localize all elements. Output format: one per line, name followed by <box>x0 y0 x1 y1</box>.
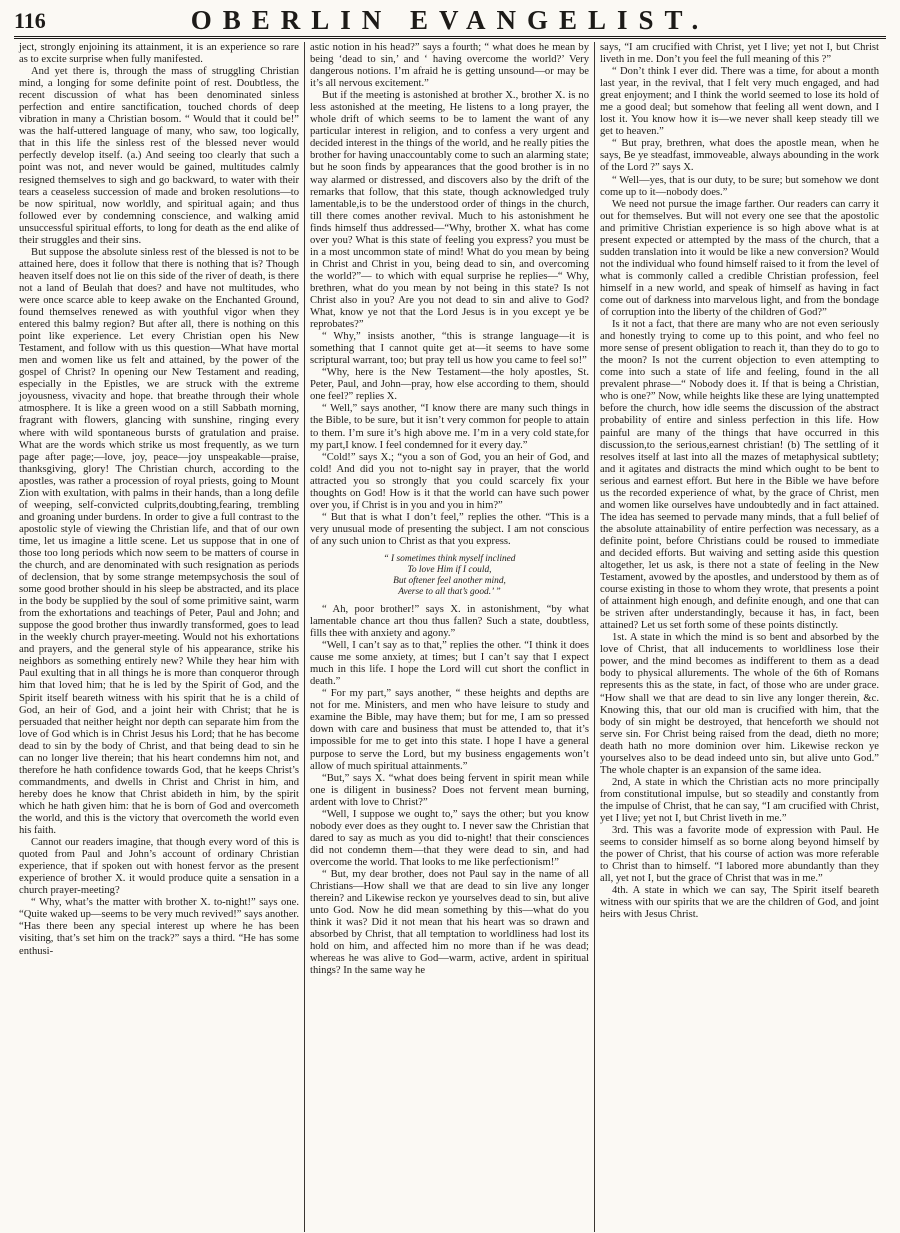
paragraph: But if the meeting is astonished at brother X., brother X. is no less astonished at the meeting, He listens to a long prayer, the whole drift of which seems to be to lament the want of any particular interest in religion, and to confess a very urgent and decided interest in the things of the world, and he really pities the brother for having unaccountably come to such an alarming state; but he soon finds by appearances that the good brother is in no way alarmed or distressed, and discovers also by the drift of the remarks that follow, that this state, though acknowledged truly lamentable,is to be the understood order of things in the church, till there comes another revival. Much to his astonishment he finds himself thus addressed—“Why, brother X. what has come over you? What is this state of feeling you express? you must be in a most uncommon state of mind! What do you mean by being in Christ and Christ in you, being dead to sin, and overcoming the world?”— to which with equal surprise he replies—“ Why, brethren, what do you mean by not being in this state? Is not Christ also in you? Are you not dead to sin and alive to God? What, know ye not that the Lord Jesus is in you except ye be reprobates?” <box>310 90 589 331</box>
paragraph: We need not pursue the image farther. Our readers can carry it out for themselves. But will not every one see that the apostolic and primitive Christian experience is so high above what is at present expected or attempted by the mass of the church, that a sudden translation into it would be like a new conversion? Would not the individual who found himself raised to it from the level of what is commonly called a credible Christian profession, feel himself in a new world, and speak of himself as having in fact come out of darkness into marvelous light, and from the bondage of corruption into the liberty of the children of God?” <box>600 198 879 319</box>
paragraph: “ Ah, poor brother!” says X. in astonishment, “by what lamentable chance art thou thus fallen? Such a state, doubtless, fills thee with anxiety and agony.” <box>310 603 589 640</box>
quoted-hymn <box>310 554 589 598</box>
hymn-line: Averse to all that’s good.’ ” <box>398 586 501 597</box>
hymn-line: “ I sometimes think myself inclined <box>383 553 516 564</box>
paragraph: 3rd. This was a favorite mode of expression with Paul. He seems to consider himself as so borne along beyond himself by the power of Christ, that his course of action was more referable to Christ than to himself. “I labored more abundantly than they all, yet not I, but the grace of Christ that was in me.” <box>600 825 879 885</box>
hymn-line: But oftener feel another mind, <box>393 575 506 586</box>
paragraph: “Cold!” says X.; “you a son of God, you an heir of God, and cold! And did you not to-night say in prayer, that the world attracted you so strongly that you could scarcely fix your thoughts on God! How is it that the world can have such power over you, if Christ is in you and you in him?” <box>310 451 589 511</box>
paragraph: “ But that is what I don’t feel,” replies the other. “This is a very unusual mode of presenting the subject. I am not conscious of any such union to Christ as that you express. <box>310 511 589 547</box>
paragraph: “ Why, what’s the matter with brother X. to-night!” says one. “Quite waked up—seems to be very much revived!” says another. “Has there been any special interest up where he has been visiting, that’s set him on the track?” says a third. “He has some enthusi- <box>19 897 299 957</box>
paragraph: “ Well—yes, that is our duty, to be sure; but somehow we dont come up to it—nobody does.” <box>600 174 879 198</box>
column-3 <box>594 42 884 1232</box>
paragraph: “Well, I suppose we ought to,” says the other; but you know nobody ever does as they ought to. I never saw the Christian that dared to say as much as you did to-night! that their consciences did not condemn them—that they were dead to sin, and had overcome the world. That looks to me like perfectionism!” <box>310 808 589 868</box>
paragraph: “Well, I can’t say as to that,” replies the other. “I think it does cause me some anxiety, at times; but I can’t say that I expect much in this life. I hope the Lord will cut short the conflict in death.” <box>310 640 589 688</box>
masthead <box>14 6 886 39</box>
article-columns <box>14 42 886 1232</box>
paragraph: And yet there is, through the mass of struggling Christian mind, a longing for some definite point of rest. Doubtless, the recent discussion of what has been denominated sinless perfection and entire sanctification, touched chords of deep vibration in many a Christian bosom. “ Would that it could be!” was the half-uttered language of many, who saw, too logically, that in this life the sinless rest of the blessed never would perfectly develop itself. (a.) And seeing too clearly that such a point was not, and never would be gained, multitudes calmly resigned themselves to sigh and go backward, to water with their tears a ceaseless succession of made and broken resolutions—to be now spiritual, now worldly, and spiritual again; and thus followed ever by condemning conscience, and walking amid unsuccessful spiritual efforts, to long for death as the end alike of their struggles and their sins. <box>19 66 299 246</box>
column-2 <box>304 42 594 1232</box>
paragraph: “ For my part,” says another, “ these heights and depths are not for me. Ministers, and men who have leisure to study and examine the Bible, may have them; but for me, I am so pressed down with care and business that must be attended to, that it’s impossible for me to get into this state. I hope I have a general purpose to serve the Lord, but my business engagements won’t allow of much spiritual attainments.” <box>310 688 589 772</box>
paragraph: “ But pray, brethren, what does the apostle mean, when he says, Be ye steadfast, immoveable, always abounding in the work of the Lord ?” says X. <box>600 138 879 174</box>
paragraph: says, “I am crucified with Christ, yet I live; yet not I, but Christ liveth in me. Don’t you feel the full meaning of this ?” <box>600 42 879 66</box>
paragraph: Cannot our readers imagine, that though every word of this is quoted from Paul and John’s account of ordinary Christian experience, that if spoken out with honest fervor as the present experience of brother X. it would produce quite a sensation in a church prayer-meeting? <box>19 837 299 897</box>
paragraph: “But,” says X. “what does being fervent in spirit mean while one is diligent in business? Does not fervent mean burning, ardent with love to Christ?” <box>310 772 589 808</box>
paragraph: astic notion in his head?” says a fourth; “ what does he mean by being ‘dead to sin,’ and ‘ having overcome the world?’ Very dangerous notions. I’m afraid he is getting unsound—or may be it’s all nervous excitement.” <box>310 42 589 90</box>
paragraph: 2nd, A state in which the Christian acts no more principally from constitutional impulse, but so steadily and constantly from the impulse of Christ, that he can say, “I am crucified with Christ, yet I live; yet not I, but Christ liveth in me.” <box>600 776 879 824</box>
hymn-line: To love Him if I could, <box>407 564 492 575</box>
paragraph: 1st. A state in which the mind is so bent and absorbed by the love of Christ, that all inducements to worldliness lose their power, and the mind becomes as indifferent to them as a dead body to physical allurements. The whole of the 6th of Romans represents this as the state, in fact, of those who are under grace. “How shall we that are dead to sin live any longer therein, &c. Knowing this, that our old man is crucified with him, that the body of sin might be destroyed, that henceforth we should not serve sin. For Christ being raised from the dead, dieth no more; death hath no more dominion over him. Likewise reckon ye yourselves also to be dead indeed unto sin, but alive unto God.” The whole chapter is an expansion of the same idea. <box>600 632 879 776</box>
paragraph: “ Why,” insists another, “this is strange language—it is something that I cannot quite get at—it seems to have some scriptural warrant, too; but pray tell us how you came to feel so!” <box>310 331 589 367</box>
paragraph: Is it not a fact, that there are many who are not even seriously and honestly trying to come up to this point, and who feel no more sense of present obligation to reach it, than they do to go to the moon? Is not the current objection to even attempting to come into such a state of life and feeling, found in the all prevalent phrase—“ Nobody does it. If that is being a Christian, who is one?” Now, while heights like these are lying unattempted before the church, how idle seems the discussion of the abstract probability of entire and sinless perfection in this life. How painful are many of the things that have occurred in this discussion,to the serious,earnest christian! (b) The settling of it resolves itself at last into all the mazes of metaphysical subtlety; and it agitates and distracts the mind which ought to be bent to serious and earnest effort. But here in the Bible we have before us the recorded experience of what, by the grace of Christ, men and women like ourselves have undoubtedly and in fact attained. The idea has seemed to pervade many minds, that a full belief of the absolute attainability of entire perfection was necessary, as a definite point, before Christians could be roused to immediate and decided efforts. But waiving and setting aside this question altogether, let us ask, is there not a state of feeling in the New Testament, avowed by the apostles, and understood by them as of course existing in those to whom they wrote, that presents a point of attainment high enough, and definite enough, and one that can be striven after understandingly, because it has, in fact, been attained? Let us set forth some of these points distinctly. <box>600 319 879 632</box>
column-1 <box>14 42 304 1232</box>
paragraph: ject, strongly enjoining its attainment, it is an experience so rare as to excite surprise when fully manifested. <box>19 42 299 66</box>
page-number: 116 <box>14 8 46 33</box>
paragraph: 4th. A state in which we can say, The Spirit itself beareth witness with our spirits that we are the children of God, and joint heirs with Jesus Christ. <box>600 885 879 921</box>
paragraph: “Why, here is the New Testament—the holy apostles, St. Peter, Paul, and John—pray, how else according to them, should one feel?” replies X. <box>310 367 589 403</box>
paragraph: “ Don’t think I ever did. There was a time, for about a month last year, in the revival, that I felt very much engaged, and had great enjoyment; and I think the world seemed to lose its hold of me a good deal; but somehow that feeling all went down, and I lost it. You know how it is—we never shall keep steady till we get to heaven.” <box>600 66 879 138</box>
journal-title: OBERLIN EVANGELIST. <box>190 5 710 35</box>
paragraph: “ Well,” says another, “I know there are many such things in the Bible, to be sure, but it isn’t very common for people to attain to them. I’m sure it’s high above me. I’m in a very cold state,for my part,I know. I feel condemned for it every day.” <box>310 403 589 451</box>
paragraph: “ But, my dear brother, does not Paul say in the name of all Christians—How shall we that are dead to sin live any longer therein? and Likewise reckon ye yourselves dead to sin, but alive unto God. Now he did mean something by this—what do you think it was? Did it not mean that his heart was so drawn and absorbed by Christ, that all temptation to worldliness had lost its hold on him, and affected him no more than if he was dead; whereas he was alive to God—warm, active, ardent in spiritual things? In the same way he <box>310 869 589 977</box>
paragraph: But suppose the absolute sinless rest of the blessed is not to be attained here, does it follow that there is nothing that is? Though heaven itself does not lie on this side of the river of death, is there not a land of Beulah that does? and have not multitudes, who were once scarce able to keep awake on the Enchanted Ground, found themselves renewed as with youthful vigor when they entered this balmy region? But after all, there is nothing on this point like experience. Let every Christian open his New Testament, and follow with us this question—What have mortal men and women like us felt and attained, by the power of the gospel of Christ? In opening our New Testament and reading, especially in the Epistles, we are struck with the extreme joyousness, vivacity and hope. that breathe through their whole atmosphere. It is like a green wood on a still Sabbath morning, fragrant with flowers, glancing with sunshine, ringing every where with wild spontaneous bursts of gratulation and praise. What are the words which strike us most frequently, as we turn page after page;—love, joy, peace—joy unspeakable—praise, thanksgiving, glory! The Christian church, according to the apostles, was rather a procession of royal priests, going to Mount Zion with exultation, with palms in their hands, than a long defile of weeping, self-convicted culprits,doubting,fearing, trembling and groaning under burdens. In order to give a full contrast to the apostolic style of viewing the Christian life, and that of our own time, let us imagine a little scene. Let us suppose that in one of those too long periods which now seem to be matters of course in the church, and are denominated with such resignation as periods of declension, that by some strange metempsychosis the soul of some good brother should in his sleep be abstracted, and its place in the body be supplied by the soul of some primitive saint, warm from the exhortations and teachings of Peter, Paul and John; and suppose the good brother thus inwardly transformed, goes to lead in the weekly church prayer-meeting. Would not his exhortations and prayers, and the general style of his appearance, strike his neighbors as something entirely new? While they hear him with Paul exulting that in all things he is more than conqueror through him that loved him; that he is led by the Spirit of God, and the Spirit itself beareth witness with his spirit that he is a child of God, an heir of God, and a joint heir with Christ; that he is persuaded that neither height nor depth can separate him from the love of God which is in Christ Jesus his Lord; that he has become dead to sin by the body of Christ, and that being dead to sin he can no longer live therein; that his heart condemns him not, and therefore he hath confidence towards God, that he keeps Christ’s commandments, and dwells in Christ and Christ in him, and hereby does he know that Christ abideth in him, by the spirit which he hath given him: that he is born of God and overcometh the world, and this is the victory that overcometh the world even his faith. <box>19 246 299 837</box>
